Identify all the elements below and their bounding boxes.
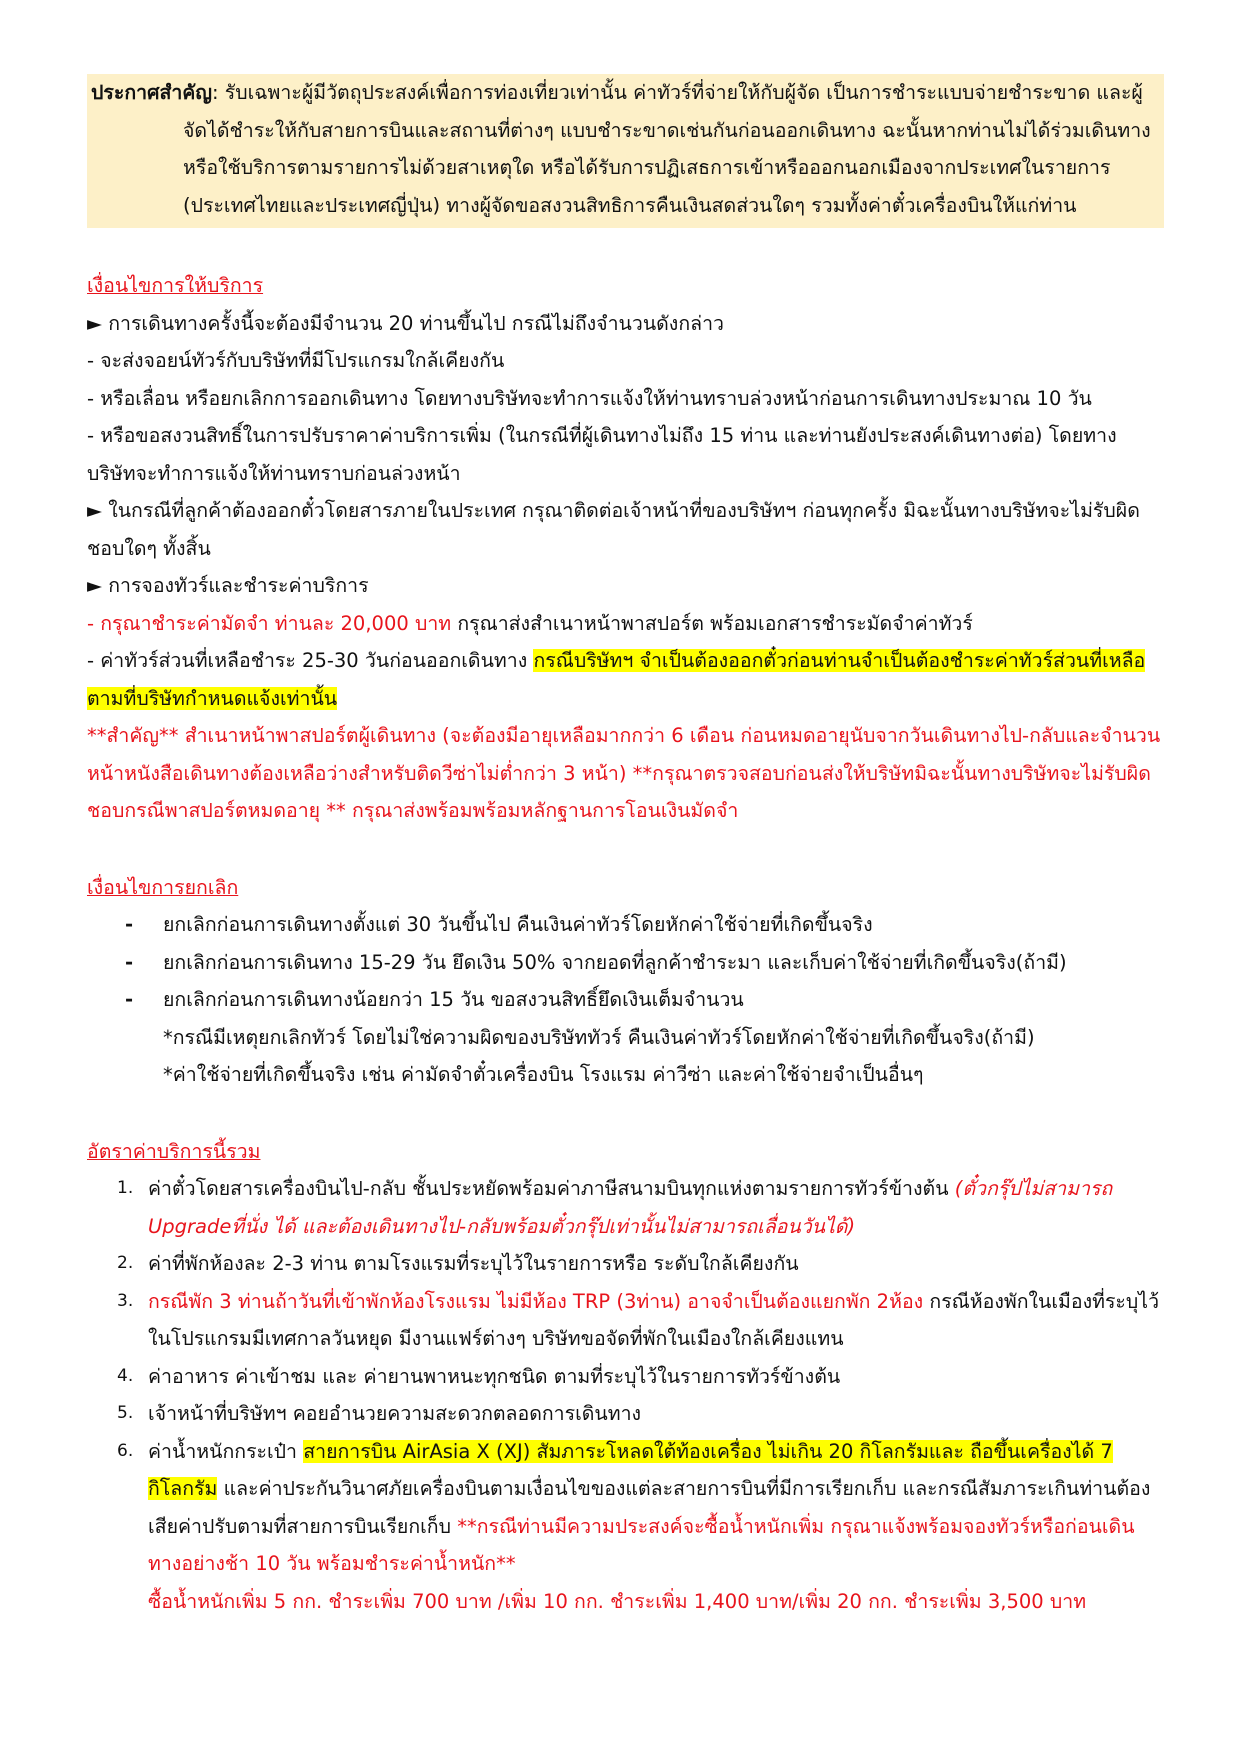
important-notice	[87, 74, 1164, 228]
included-list	[87, 1170, 1164, 1620]
condition-paragraph: ► การจองทัวร์และชำระค่าบริการ	[87, 574, 369, 597]
notice-label: ประกาศสำคัญ	[91, 81, 212, 104]
deposit-paragraph: - กรุณาชำระค่ามัดจำ ท่านละ 20,000 บาท กรุณาส่งสำเนาหน้าพาสปอร์ต พร้อมเอกสารชำระมัดจำค่าทัวร์	[87, 611, 973, 635]
service-conditions-title: เงื่อนไขการให้บริการ	[87, 274, 264, 297]
condition-paragraph: - จะส่งจอยน์ทัวร์กับบริษัทที่มีโปรแกรมใกล้เคียงกัน	[87, 349, 505, 372]
highlighted-text: กรณีบริษัทฯ จำเป็นต้องออกตั๋วก่อนท่านจำเป็นต้องชำระค่าทัวร์ส่วนที่เหลือตามที่บริษัทกำหนดแจ้งเท่านั้น	[87, 649, 1146, 710]
document-page	[87, 74, 1164, 1620]
notice-line-3: หรือใช้บริการตามรายการไม่ด้วยสาเหตุใด หรือได้รับการปฏิเสธการเข้าหรือออกนอกเมืองจากประเทศในรายการ	[183, 156, 1111, 179]
condition-paragraph: - หรือขอสงวนสิทธิ์ในการปรับราคาค่าบริการเพิ่ม (ในกรณีที่ผู้เดินทางไม่ถึง 15 ท่าน และท่านยังประสงค์เดินทางต่อ) โดยทางบริษัทจะทำการแจ้งให้ท่านทราบก่อนล่วงหน้า	[87, 424, 1117, 485]
cancellation-title: เงื่อนไขการยกเลิก	[87, 875, 239, 899]
balance-paragraph: - ค่าทัวร์ส่วนที่เหลือชำระ 25-30 วันก่อนออกเดินทาง กรณีบริษัทฯ จำเป็นต้องออกตั๋วก่อนท่านจำเป็นต้องชำระค่าทัวร์ส่วนที่เหลือตามที่บริษัทกำหนดแจ้งเท่านั้น	[87, 649, 1146, 710]
condition-paragraph: ► การเดินทางครั้งนี้จะต้องมีจำนวน 20 ท่านขึ้นไป กรณีไม่ถึงจำนวนดังกล่าว	[87, 311, 724, 335]
cancellation-note: *กรณีมีเหตุยกเลิกทัวร์ โดยไม่ใช่ความผิดของบริษัททัวร์ คืนเงินค่าทัวร์โดยหักค่าใช้จ่ายที่เกิดขึ้นจริง(ถ้ามี)	[163, 1025, 1035, 1049]
list-item: - ยกเลิกก่อนการเดินทางตั้งแต่ 30 วันขึ้นไป คืนเงินค่าทัวร์โดยหักค่าใช้จ่ายที่เกิดขึ้นจริง	[125, 913, 873, 936]
passport-warning: **สำคัญ** สำเนาหน้าพาสปอร์ตผู้เดินทาง (จะต้องมีอายุเหลือมากกว่า 6 เดือน ก่อนหมดอายุนับจากวันเดินทางไป-กลับและจำนวนหน้าหนังสือเดินทางต้องเหลือว่างสำหรับติดวีซ่าไม่ต่ำกว่า 3 หน้า) **กรุณาตรวจสอบก่อนส่งให้บริษัทมิฉะนั้นทางบริษัทจะไม่รับผิดชอบกรณีพาสปอร์ตหมดอายุ ** กรุณาส่งพร้อมพร้อมหลักฐานการโอนเงินมัดจำ	[87, 724, 1161, 822]
notice-line-4: (ประเทศไทยและประเทศญี่ปุ่น) ทางผู้จัดขอสงวนสิทธิการคืนเงินสดส่วนใดๆ รวมทั้งค่าตั๋วเครื่องบินให้แก่ท่าน	[183, 193, 1077, 217]
notice-line-1: ประกาศสำคัญ: รับเฉพาะผู้มีวัตถุประสงค์เพื่อการท่องเที่ยวเท่านั้น ค่าทัวร์ที่จ่ายให้กับผู้จัด เป็นการชำระแบบจ่ายชำระขาด และผู้	[91, 81, 1143, 104]
list-item: 4. ค่าอาหาร ค่าเข้าชม และ ค่ายานพาหนะทุกชนิด ตามที่ระบุไว้ในรายการทัวร์ข้างต้น	[117, 1364, 841, 1388]
list-item: - ยกเลิกก่อนการเดินทาง 15-29 วัน ยึดเงิน 50% จากยอดที่ลูกค้าชำระมา และเก็บค่าใช้จ่ายที่เกิดขึ้นจริง(ถ้ามี)	[125, 950, 1067, 974]
list-item: 3. กรณีพัก 3 ท่านถ้าวันที่เข้าพักห้องโรงแรม ไม่มีห้อง TRP (3ท่าน) อาจจำเป็นต้องแยกพัก 2ห้อง กรณีห้องพักในเมืองที่ระบุไว้ในโปรแกรมมีเทศกาลวันหยุด มีงานแฟร์ต่างๆ บริษัทขอจัดที่พักในเมืองใกล้เคียงแทน	[117, 1289, 1160, 1350]
cancellation-list	[87, 906, 1164, 1019]
condition-paragraph: ► ในกรณีที่ลูกค้าต้องออกตั๋วโดยสารภายในประเทศ กรุณาติดต่อเจ้าหน้าที่ของบริษัทฯ ก่อนทุกครั้ง มิฉะนั้นทางบริษัทจะไม่รับผิดชอบใดๆ ทั้งสิ้น	[87, 499, 1140, 560]
included-title: อัตราค่าบริการนี้รวม	[87, 1139, 261, 1163]
cancellation-note: *ค่าใช้จ่ายที่เกิดขึ้นจริง เช่น ค่ามัดจำตั๋วเครื่องบิน โรงแรม ค่าวีซ่า และค่าใช้จ่ายจำเป็นอื่นๆ	[163, 1063, 924, 1086]
highlighted-text: สายการบิน AirAsia X (XJ) สัมภาระโหลดใต้ท้องเครื่อง ไม่เกิน 20 กิโลกรัมและ ถือขึ้นเครื่องได้ 7 กิโลกรัม	[148, 1439, 1113, 1500]
list-item: 1. ค่าตั๋วโดยสารเครื่องบินไป-กลับ ชั้นประหยัดพร้อมค่าภาษีสนามบินทุกแห่งตามรายการทัวร์ข้างต้น (ตั๋วกรุ๊ปไม่สามารถ Upgradeที่นั่ง ได้ และต้องเดินทางไป-กลับพร้อมตั๋วกรุ๊ปเท่านั้นไม่สามารถเลื่อนวันได้)	[117, 1177, 1113, 1238]
list-item: 2. ค่าที่พักห้องละ 2-3 ท่าน ตามโรงแรมที่ระบุไว้ในรายการหรือ ระดับใกล้เคียงกัน	[117, 1252, 799, 1275]
condition-paragraph: - หรือเลื่อน หรือยกเลิกการออกเดินทาง โดยทางบริษัทจะทำการแจ้งให้ท่านทราบล่วงหน้าก่อนการเดินทางประมาณ 10 วัน	[87, 386, 1092, 410]
list-item: 5. เจ้าหน้าที่บริษัทฯ คอยอำนวยความสะดวกตลอดการเดินทาง	[117, 1402, 642, 1425]
notice-line-2: จัดได้ชำระให้กับสายการบินและสถานที่ต่างๆ แบบชำระขาดเช่นกันก่อนออกเดินทาง ฉะนั้นหากท่านไม่ได้ร่วมเดินทาง	[183, 118, 1151, 142]
list-item: - ยกเลิกก่อนการเดินทางน้อยกว่า 15 วัน ขอสงวนสิทธิ์ยึดเงินเต็มจำนวน	[125, 988, 744, 1011]
deposit-amount: - กรุณาชำระค่ามัดจำ ท่านละ 20,000 บาท	[87, 611, 452, 635]
extra-baggage-prices: ซื้อน้ำหนักเพิ่ม 5 กก. ชำระเพิ่ม 700 บาท /เพิ่ม 10 กก. ชำระเพิ่ม 1,400 บาท/เพิ่ม 20 กก. ชำระเพิ่ม 3,500 บาท	[148, 1589, 1087, 1613]
list-item: 6. ค่าน้ำหนักกระเป๋า สายการบิน AirAsia X (XJ) สัมภาระโหลดใต้ท้องเครื่อง ไม่เกิน 20 กิโลกรัมและ ถือขึ้นเครื่องได้ 7 กิโลกรัม และค่าประกันวินาศภัยเครื่องบินตามเงื่อนไขของแต่ละสายการบินที่มีการเรียกเก็บ และกรณีสัมภาระเกินท่านต้องเสียค่าปรับตามที่สายการบินเรียกเก็บ **กรณีท่านมีความประสงค์จะซื้อน้ำหนักเพิ่ม กรุณาแจ้งพร้อมจองทัวร์หรือก่อนเดินทางอย่างช้า 10 วัน พร้อมชำระค่าน้ำหนัก** ซื้อน้ำหนักเพิ่ม 5 กก. ชำระเพิ่ม 700 บาท /เพิ่ม 10 กก. ชำระเพิ่ม 1,400 บาท/เพิ่ม 20 กก. ชำระเพิ่ม 3,500 บาท	[117, 1439, 1151, 1613]
